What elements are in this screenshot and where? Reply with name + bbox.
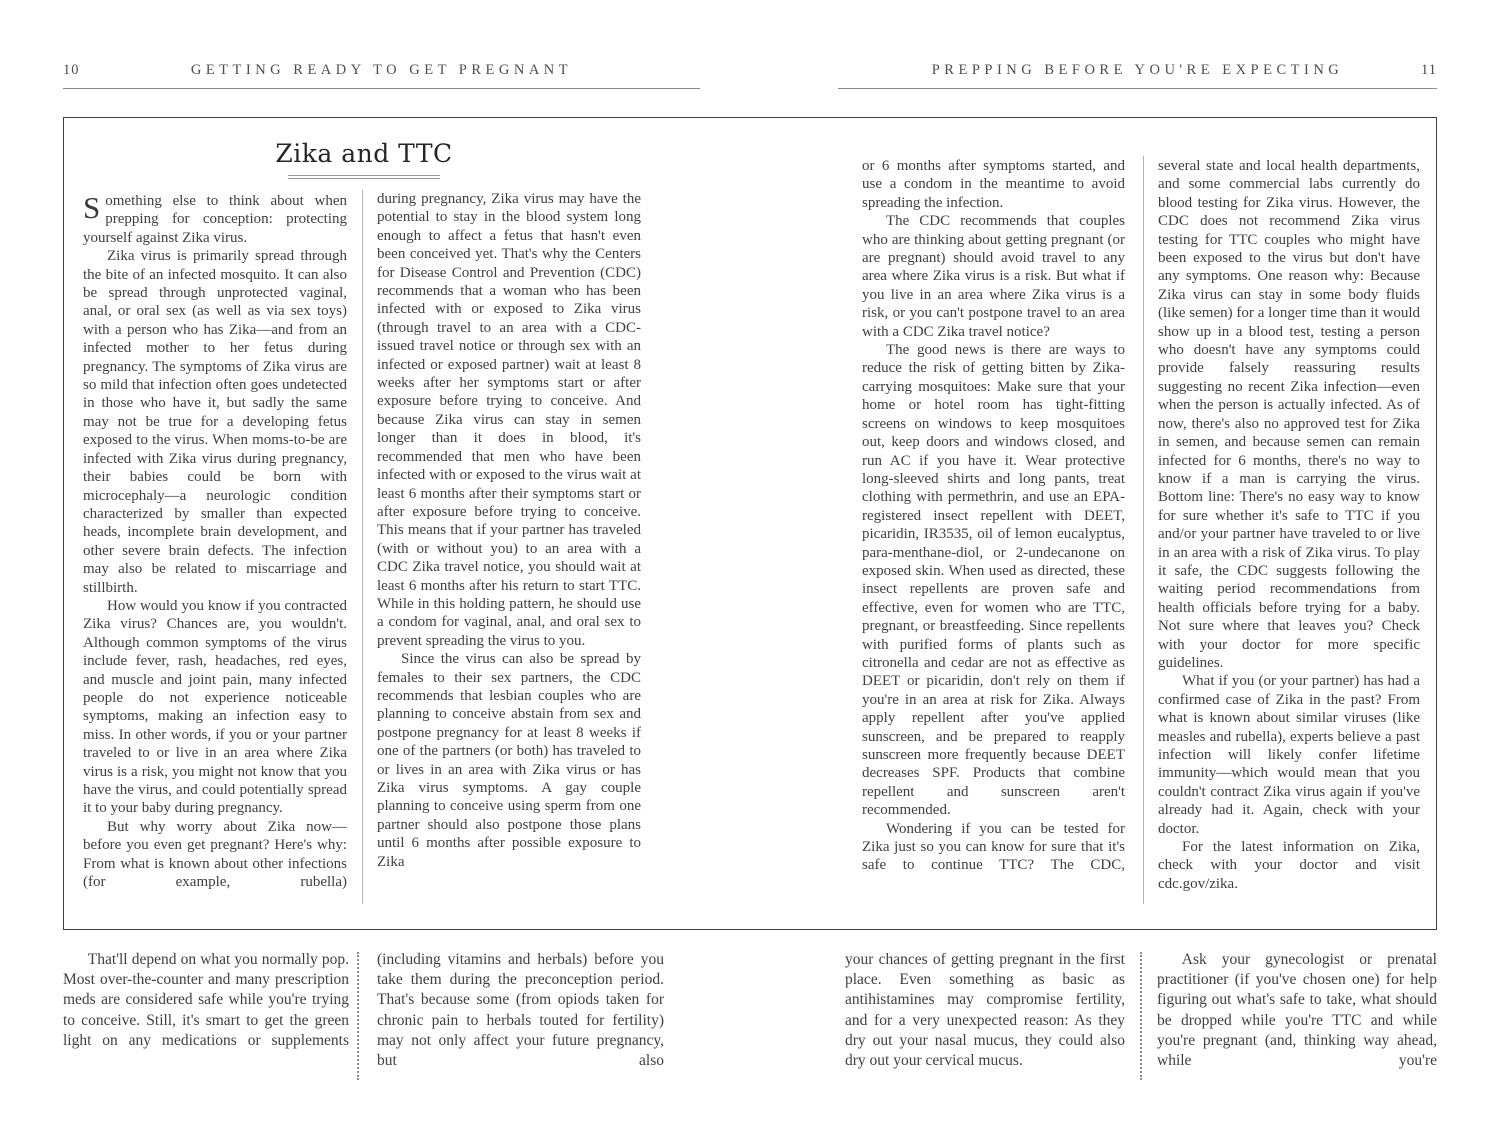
box-column-1 <box>83 192 347 891</box>
title-double-rule <box>288 175 440 179</box>
bottom-column-1 <box>63 950 349 1051</box>
page-number-left: 10 <box>63 62 80 78</box>
paragraph: But why worry about Zika now—before you even get pregnant? Here's why: From what is known about other infections (for example, rubella) <box>83 818 347 891</box>
paragraph: Wondering if you can be tested for Zika just so you can know for sure that it's safe to continue TTC? The CDC, <box>862 820 1125 874</box>
paragraph: or 6 months after symptoms started, and use a condom in the meantime to avoid spreading the infection. <box>862 158 1125 211</box>
paragraph: your chances of getting pregnant in the first place. Even something as basic as antihistamines may compromise fertility, and for a very unexpected reason: As they dry out your nasal mucus, they could also dry out your cervical mucus. <box>845 951 1125 1070</box>
paragraph: For the latest information on Zika, check with your doctor and visit cdc.gov/zika. <box>1158 839 1420 892</box>
feature-box-zika-and-ttc <box>63 117 1437 930</box>
drop-cap: S <box>83 190 101 225</box>
paragraph <box>83 192 347 247</box>
dotted-column-divider-right <box>1140 952 1142 1080</box>
bottom-column-3 <box>845 950 1125 1071</box>
box-column-3 <box>862 157 1125 875</box>
paragraph: Ask your gynecologist or prenatal practitioner (if you've chosen one) for help figuring out what's safe to take, what should be dropped while you're TTC and while you're pregnant (and, thinking way ahead, while you're <box>1157 951 1437 1070</box>
paragraph: several state and local health departments, and some commercial labs currently do blood testing for Zika virus. However, the CDC does not recommend Zika virus testing for TTC couples who might have been exposed to the virus but don't have any symptoms. One reason why: Because Zika virus can stay in some body fluids (like semen) for a longer time than it would show up in a blood test, testing a person who doesn't have any symptoms could provide falsely reassuring results suggesting no recent Zika infection—even when the person is actually infected. As of now, there's also no approved test for Zika in semen, and because semen can remain infected for 6 months, there's no way to know if a man is carrying the virus. Bottom line: There's no easy way to know for sure whether it's safe to TTC if you and/or your partner have traveled to or live in an area with a risk of Zika virus. To play it safe, the CDC suggests following the waiting period recommendations from health officials before trying for a baby. Not sure where that leaves you? Check with your doctor for more specific guidelines. <box>1158 158 1420 671</box>
paragraph: What if you (or your partner) has had a confirmed case of Zika in the past? From what is known about similar viruses (like measles and rubella), experts believe a past infection will likely confer lifetime immunity—which would mean that you couldn't contract Zika virus again if you've already had it. Again, check with your doctor. <box>1158 673 1420 837</box>
box-column-4 <box>1158 157 1420 893</box>
paragraph: How would you know if you contracted Zika virus? Chances are, you wouldn't. Although common symptoms of the virus include fever, rash, headaches, red eyes, and muscle and joint pain, many infected people do not experience noticeable symptoms, making an infection easy to miss. In other words, if you or your partner traveled to or live in an area where Zika virus is a risk, you might not know that you have the virus, and could potentially spread it to your baby during pregnancy. <box>83 597 347 817</box>
paragraph: The CDC recommends that couples who are thinking about getting pregnant (or are pregnant) should avoid travel to any area where Zika virus is a risk. But what if you live in an area where Zika virus is a risk, or you can't postpone travel to an area with a CDC Zika travel notice? <box>862 213 1125 340</box>
box-column-2 <box>377 190 641 871</box>
paragraph: Since the virus can also be spread by females to their sex partners, the CDC recommends that lesbian couples who are planning to conceive abstain from sex and postpone pregnancy for at least 8 weeks if one of the partners (or both) has traveled to or lives in an area with Zika virus or has Zika virus symptoms. A gay couple planning to conceive using sperm from one partner should also postpone those plans until 6 months after possible exposure to Zika <box>377 651 641 870</box>
paragraph: The good news is there are ways to reduce the risk of getting bitten by Zika-carrying mosquitoes: Make sure that your home or hotel room has tight-fitting screens on windows to keep mosquitoes out, keep doors and windows closed, and run AC if you have it. Wear protective long-sleeved shirts and long pants, treat clothing with permethrin, and use an EPA-registered insect repellent with DEET, picaridin, IR3535, oil of lemon eucalyptus, para-menthane-diol, or 2-undecanone on exposed skin. When used as directed, these insect repellents are proven safe and effective, even for women who are TTC, pregnant, or breastfeeding. Since repellents with purified forms of plants such as citronella and cedar are not as effective as DEET or picaridin, don't rely on them if you're in an area at risk for Zika. Always apply repellent after you've applied sunscreen, and be prepared to reapply sunscreen more frequently because DEET decreases SPF. Products that combine repellent and sunscreen aren't recommended. <box>862 342 1125 819</box>
paragraph: That'll depend on what you normally pop. Most over-the-counter and many prescription meds are considered safe while you're trying to conceive. Still, it's smart to get the green light on any medications or supplements <box>63 951 349 1049</box>
bottom-column-4 <box>1157 950 1437 1071</box>
box-title-block <box>64 139 664 179</box>
column-divider-left-page <box>362 190 363 904</box>
dotted-column-divider-left <box>357 952 359 1080</box>
bottom-column-2 <box>377 950 664 1071</box>
box-title: Zika and TTC <box>275 139 453 168</box>
paragraph: Zika virus is primarily spread through the bite of an infected mosquito. It can also be spread through unprotected vaginal, anal, or oral sex (as well as via sex toys) with a person who has Zika—and from an infected mother to her fetus during pregnancy. The symptoms of Zika virus are so mild that infection often goes undetected in those who have it, but sadly the same may not be true for a developing fetus exposed to the virus. When moms-to-be are infected with Zika virus during pregnancy, their babies could be born with microcephaly—a neurologic condition characterized by smaller than expected heads, incomplete brain development, and other severe brain defects. The infection may also be related to miscarriage and stillbirth. <box>83 248 347 596</box>
page-number-right: 11 <box>1421 62 1437 78</box>
running-head-left: GETTING READY TO GET PREGNANT <box>190 62 573 78</box>
running-head-right: PREPPING BEFORE YOU'RE EXPECTING <box>931 62 1344 78</box>
paragraph-text: omething else to think about when prepping for conception: protecting yourself against Zika virus. <box>83 193 347 246</box>
paragraph: (including vitamins and herbals) before you take them during the preconception period. That's because some (from opiods taken for chronic pain to herbals touted for fertility) may not only affect your future pregnancy, but also <box>377 951 664 1070</box>
running-header-left <box>63 62 700 89</box>
column-divider-right-page <box>1143 156 1144 904</box>
paragraph: during pregnancy, Zika virus may have the potential to stay in the blood system long enough to affect a fetus that hasn't even been conceived yet. That's why the Centers for Disease Control and Prevention (CDC) recommends that a woman who has been infected with or exposed to Zika virus (through travel to an area with a CDC-issued travel notice or through sex with an infected or exposed partner) wait at least 8 weeks after her symptoms start or after exposure before trying to conceive. And because Zika virus can stay in semen longer than it does in blood, it's recommended that men who have been infected with or exposed to the virus wait at least 6 months after their symptoms start or after exposure before trying to conceive. This means that if your partner has traveled (with or without you) to an area with a CDC Zika travel notice, you should wait at least 6 months after his return to start TTC. While in this holding pattern, he should use a condom for vaginal, anal, and oral sex to prevent spreading the virus to you. <box>377 191 641 649</box>
running-header-right <box>838 62 1437 89</box>
